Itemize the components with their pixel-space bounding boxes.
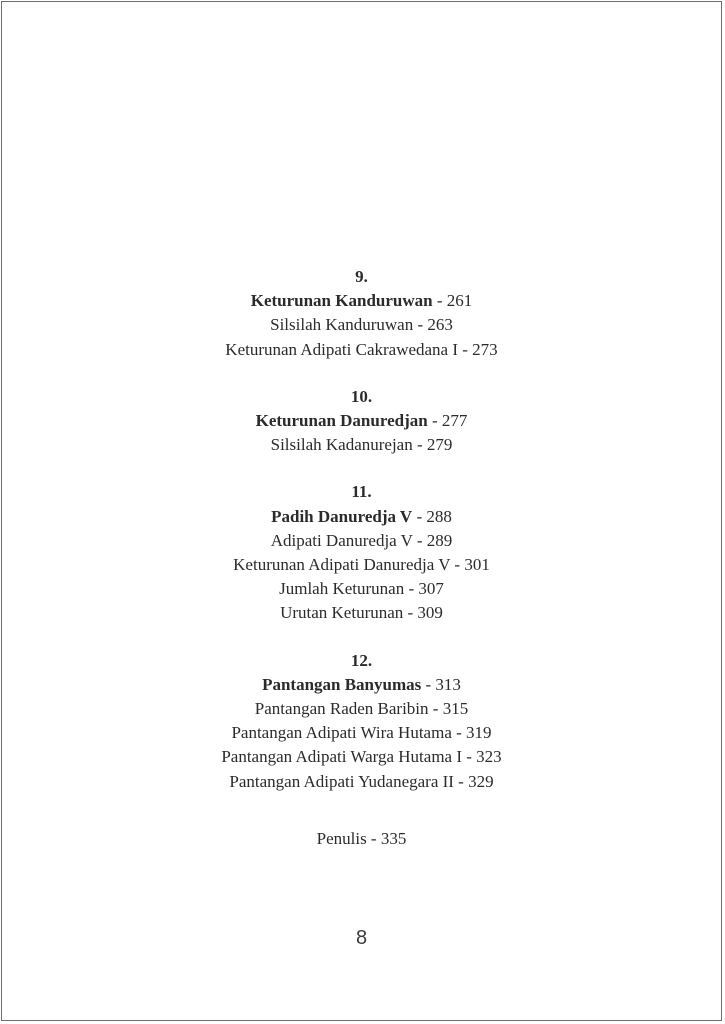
- page-number: 8: [355, 927, 368, 949]
- section-title: Pantangan Banyumas: [262, 674, 422, 694]
- toc-entry: Silsilah Kadanurejan - 279: [270, 435, 453, 455]
- toc-section-12: [2, 649, 721, 794]
- section-title: Padih Danuredja V: [271, 506, 413, 526]
- toc-entry: Adipati Danuredja V - 289: [270, 530, 453, 550]
- toc-entry: Urutan Keturunan - 309: [280, 603, 443, 623]
- section-number: 11.: [351, 482, 372, 502]
- section-title: Keturunan Kanduruwan: [250, 291, 433, 311]
- section-title-page: - 277: [427, 411, 468, 431]
- toc-writer-entry: Penulis - 335: [316, 828, 407, 848]
- table-of-contents: [2, 265, 721, 851]
- toc-entry: Pantangan Adipati Warga Hutama I - 323: [221, 747, 502, 767]
- toc-entry: Jumlah Keturunan - 307: [279, 579, 444, 599]
- section-title-page: - 288: [412, 506, 452, 526]
- section-heading: [2, 673, 721, 697]
- section-title: Keturunan Danuredjan: [255, 411, 428, 431]
- toc-entry: Keturunan Adipati Danuredja V - 301: [233, 555, 490, 575]
- section-heading: [2, 409, 721, 433]
- toc-entry: Pantangan Raden Baribin - 315: [254, 699, 469, 719]
- toc-entry: Keturunan Adipati Cakrawedana I - 273: [225, 339, 498, 359]
- section-title-page: - 261: [432, 291, 473, 311]
- toc-section-11: [2, 480, 721, 625]
- toc-section-9: [2, 265, 721, 362]
- section-heading: [2, 505, 721, 529]
- toc-entry: Pantangan Adipati Yudanegara II - 329: [229, 771, 494, 791]
- section-title-page: - 313: [421, 674, 461, 694]
- section-number: 9.: [355, 267, 368, 286]
- toc-entry: Silsilah Kanduruwan - 263: [270, 315, 453, 335]
- toc-entry: Pantangan Adipati Wira Hutama - 319: [231, 723, 492, 743]
- document-page: [1, 1, 722, 1021]
- section-number: 12.: [350, 650, 373, 670]
- section-number: 10.: [350, 386, 373, 406]
- toc-section-10: [2, 385, 721, 458]
- section-heading: [2, 289, 721, 313]
